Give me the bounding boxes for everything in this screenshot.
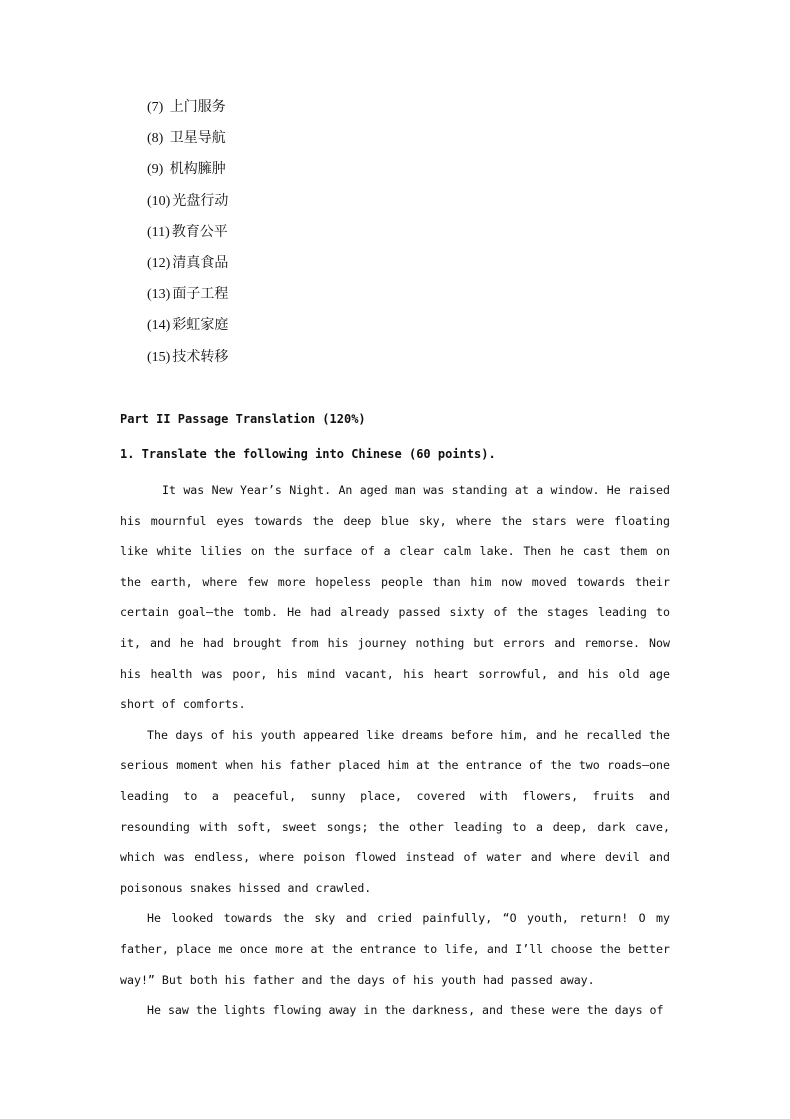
term-text: 上门服务 bbox=[169, 99, 226, 115]
term-number: (12) bbox=[147, 255, 171, 271]
term-number: (13) bbox=[147, 287, 171, 303]
term-text: 教育公平 bbox=[171, 223, 228, 240]
term-number: (8) bbox=[147, 131, 164, 147]
term-number: (14) bbox=[147, 318, 171, 334]
section-title: 1. Translate the following into Chinese (60 points). bbox=[120, 447, 496, 461]
term-item bbox=[147, 190, 228, 221]
term-number: (11) bbox=[147, 224, 170, 240]
term-item bbox=[147, 252, 228, 283]
part-title: Part II Passage Translation (120%) bbox=[120, 412, 366, 426]
term-text: 清真食品 bbox=[172, 254, 229, 271]
term-text: 光盘行动 bbox=[172, 192, 229, 209]
term-text: 机构臃肿 bbox=[169, 161, 226, 178]
term-item bbox=[147, 346, 228, 377]
term-text: 面子工程 bbox=[172, 286, 229, 303]
passage-paragraph: The days of his youth appeared like dreams before him, and he recalled the serious moment when his father placed him at the entrance of the two roads—one leading to a peaceful, sunny place, covered with flowers, fruits and resounding with soft, sweet songs; the other leading to a deep, dark cave, which was endless, where poison flowed instead of water and where devil and poisonous snakes hissed and crawled. bbox=[120, 727, 670, 895]
passage-paragraph: He saw the lights flowing away in the darkness, and these were the days of bbox=[147, 1003, 664, 1018]
term-number: (15) bbox=[147, 349, 171, 365]
term-item bbox=[147, 127, 228, 158]
term-item bbox=[147, 283, 228, 314]
passage bbox=[120, 475, 670, 1026]
term-number: (9) bbox=[147, 162, 164, 178]
term-item bbox=[147, 96, 228, 127]
term-number: (10) bbox=[147, 193, 171, 209]
term-text: 彩虹家庭 bbox=[172, 317, 229, 334]
term-item bbox=[147, 221, 228, 252]
passage-paragraph: He looked towards the sky and cried painfully, “O youth, return! O my father, place me once more at the entrance to life, and I’ll choose the better way!” But both his father and the days of his youth had passed away. bbox=[120, 911, 670, 987]
passage-paragraph: It was New Year’s Night. An aged man was standing at a window. He raised his mournful eyes towards the deep blue sky, where the stars were floating like white lilies on the surface of a clear calm lake. Then he cast them on the earth, where few more hopeless people than him now moved towards their certain goal—the tomb. He had already passed sixty of the stages leading to it, and he had brought from his journey nothing but errors and remorse. Now his health was poor, his mind vacant, his heart sorrowful, and his old age short of comforts. bbox=[120, 483, 670, 712]
term-item bbox=[147, 158, 228, 189]
term-text: 卫星导航 bbox=[169, 130, 226, 147]
term-number: (7) bbox=[147, 100, 164, 115]
term-text: 技术转移 bbox=[172, 348, 229, 365]
term-item bbox=[147, 314, 228, 345]
term-list bbox=[147, 96, 228, 377]
